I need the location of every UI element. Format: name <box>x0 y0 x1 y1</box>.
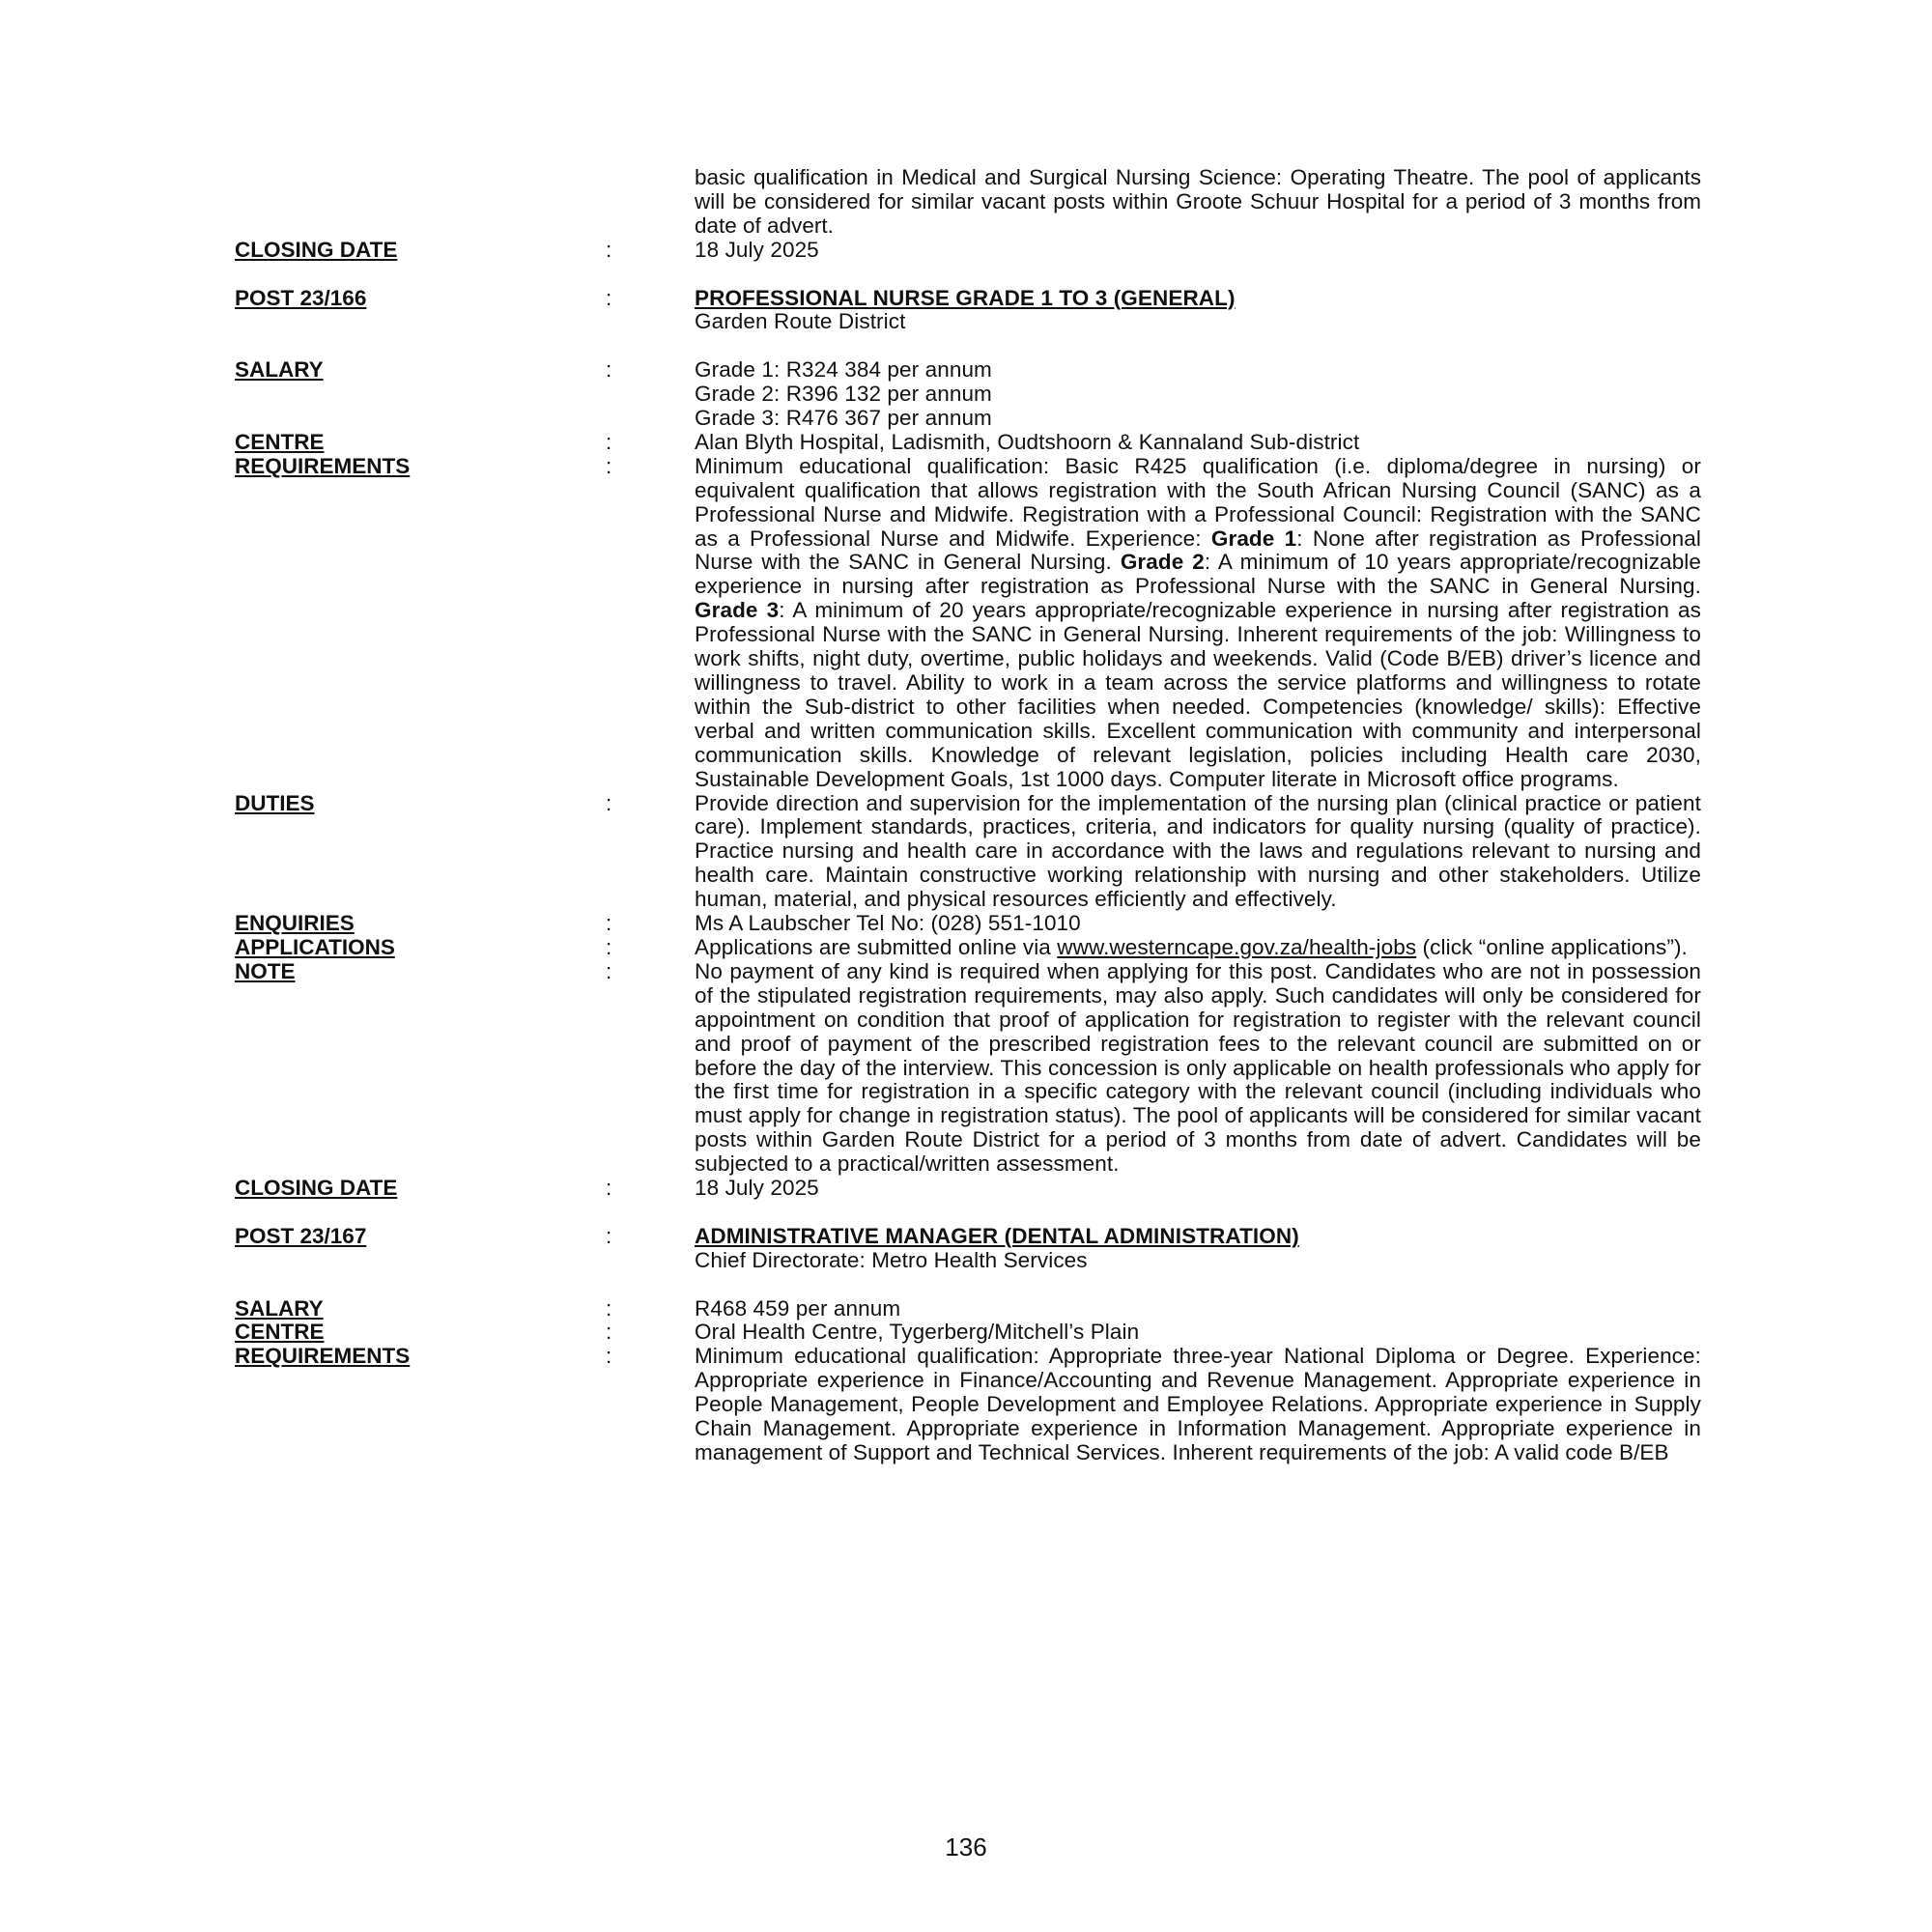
health-jobs-link[interactable]: www.westerncape.gov.za/health-jobs <box>1057 934 1417 959</box>
post-subtitle: Garden Route District <box>695 309 906 334</box>
centre-row <box>235 431 1701 455</box>
colon: : <box>606 790 612 815</box>
post-number-label: POST 23/166 <box>235 285 367 310</box>
requirements-value: Minimum educational qualification: Appropriate three-year National Diploma or Degree. Experience: Appropriate experience in Finance/Accounting and Revenue Management. Appropriate experience in People Management, People Development and Employee Relations. Appropriate experience in Supply Chain Management. Appropriate experience in Information Management. Appropriate experience in management of Support and Technical Services. Inherent requirements of the job: A valid code B/EB <box>695 1344 1701 1464</box>
requirements-text: : A minimum of 20 years appropriate/recognizable experience in nursing after registration as Professional Nurse with the SANC in General Nursing. Inherent requirements of the job: Willingness to work shifts, night duty, overtime, public holidays and weekends. Valid (Code B/EB) driver’s licence and willingness to travel. Ability to work in a team across the service platforms and willingness to rotate within the Sub-district to other facilities when needed. Competencies (knowledge/ skills): Effective verbal and written communication skills. Excellent communication with community and interpersonal communication skills. Knowledge of relevant legislation, policies including Health care 2030, Sustainable Development Goals, 1st 1000 days. Computer literate in Microsoft office programs. <box>695 598 1701 791</box>
requirements-value <box>695 455 1701 792</box>
applications-suffix: (click “online applications”). <box>1416 934 1688 959</box>
colon: : <box>606 1223 612 1248</box>
requirements-row <box>235 1345 1701 1465</box>
centre-label: CENTRE <box>235 1320 325 1345</box>
closing-date-value: 18 July 2025 <box>695 1176 819 1201</box>
salary-value: R468 459 per annum <box>695 1295 901 1321</box>
grade-1-bold: Grade 1 <box>1210 526 1297 551</box>
requirements-text: : None after registration as Professional Nurse with the SANC in General Nursing. <box>695 526 1701 575</box>
applications-row <box>235 936 1701 960</box>
enquiries-label: ENQUIRIES <box>235 911 355 936</box>
colon: : <box>606 453 612 478</box>
duties-value: Provide direction and supervision for the implementation of the nursing plan (clinical practice or patient care). Implement standards, practices, criteria, and indicators for quality nursing (quality of practice). Practice nursing and health care in accordance with the laws and regulations relevant to nursing and health care. Maintain constructive working relationship with nursing and other stakeholders. Utilize human, material, and physical resources efficiently and effectively. <box>695 790 1701 912</box>
post-subtitle: Chief Directorate: Metro Health Services <box>695 1247 1088 1272</box>
salary-label: SALARY <box>235 357 324 383</box>
colon: : <box>606 1295 612 1321</box>
colon: : <box>606 429 612 454</box>
page-number: 136 <box>945 1833 987 1861</box>
colon: : <box>606 934 612 959</box>
colon: : <box>606 357 612 383</box>
centre-value: Alan Blyth Hospital, Ladismith, Oudtshoorn & Kannaland Sub-district <box>695 429 1360 454</box>
colon: : <box>606 237 612 262</box>
requirements-label: REQUIREMENTS <box>235 453 411 478</box>
salary-value <box>695 358 1701 431</box>
previous-closing-date-row <box>235 239 1701 263</box>
closing-date-label: CLOSING DATE <box>235 1176 398 1201</box>
salary-row <box>235 358 1701 431</box>
salary-label: SALARY <box>235 1295 324 1321</box>
salary-grade-3: Grade 3: R476 367 per annum <box>695 406 992 431</box>
requirements-text: Minimum educational qualification: Basic R425 qualification (i.e. diploma/degree in nursing) or equivalent qualification that allows registration with the South African Nursing Council (SANC) as a Professional Nurse and Midwife. Registration with a Professional Council: Registration with the SANC as a Professional Nurse and Midwife. Experience: <box>695 453 1701 551</box>
post-title: ADMINISTRATIVE MANAGER (DENTAL ADMINISTRATION) <box>695 1223 1299 1248</box>
salary-grade-1: Grade 1: R324 384 per annum <box>695 357 992 383</box>
note-row <box>235 960 1701 1177</box>
closing-date-label: CLOSING DATE <box>235 237 398 262</box>
requirements-text: : A minimum of 10 years appropriate/recognizable experience in nursing after registration as Professional Nurse with the SANC in General Nursing. <box>695 550 1702 599</box>
salary-grade-2: Grade 2: R396 132 per annum <box>695 382 992 407</box>
colon: : <box>606 1320 612 1345</box>
post-title: PROFESSIONAL NURSE GRADE 1 TO 3 (GENERAL) <box>695 285 1236 310</box>
duties-label: DUTIES <box>235 790 315 815</box>
salary-row <box>235 1297 1701 1321</box>
previous-post-continuation: basic qualification in Medical and Surgical Nursing Science: Operating Theatre. The pool of applicants will be considered for similar vacant posts within Groote Schuur Hospital for a period of 3 months from date of advert. <box>695 165 1701 238</box>
note-label: NOTE <box>235 958 296 983</box>
colon: : <box>606 958 612 983</box>
centre-label: CENTRE <box>235 429 325 454</box>
post-header-row <box>235 287 1701 335</box>
centre-value: Oral Health Centre, Tygerberg/Mitchell’s Plain <box>695 1320 1140 1345</box>
grade-3-bold: Grade 3 <box>695 598 780 623</box>
grade-2-bold: Grade 2 <box>1120 550 1205 575</box>
enquiries-row <box>235 912 1701 936</box>
duties-row <box>235 792 1701 913</box>
note-value: No payment of any kind is required when applying for this post. Candidates who are not in possession of the stipulated registration requirements, may also apply. Such candidates will only be considered for appointment on condition that proof of application for registration to register with the relevant council and proof of payment of the prescribed registration fees to the relevant council are submitted on or before the day of the interview. This concession is only applicable on health professionals who apply for the first time for registration in a specific category with the relevant council (including individuals who must apply for change in registration status). The pool of applicants will be considered for similar vacant posts within Garden Route District for a period of 3 months from date of advert. Candidates will be subjected to a practical/written assessment. <box>695 958 1701 1177</box>
colon: : <box>606 911 612 936</box>
requirements-row <box>235 455 1701 792</box>
colon: : <box>606 1176 612 1201</box>
colon: : <box>606 1344 612 1369</box>
applications-value <box>695 936 1701 960</box>
post-header-row <box>235 1225 1701 1273</box>
enquiries-value: Ms A Laubscher Tel No: (028) 551-1010 <box>695 911 1081 936</box>
document-page <box>235 166 1701 1465</box>
closing-date-row <box>235 1177 1701 1201</box>
applications-prefix: Applications are submitted online via <box>695 934 1058 959</box>
colon: : <box>606 285 612 310</box>
closing-date-value: 18 July 2025 <box>695 237 819 262</box>
centre-row <box>235 1321 1701 1345</box>
requirements-label: REQUIREMENTS <box>235 1344 411 1369</box>
applications-label: APPLICATIONS <box>235 934 395 959</box>
post-title-block <box>695 1225 1701 1273</box>
post-number-label: POST 23/167 <box>235 1223 367 1248</box>
post-title-block <box>695 287 1701 335</box>
